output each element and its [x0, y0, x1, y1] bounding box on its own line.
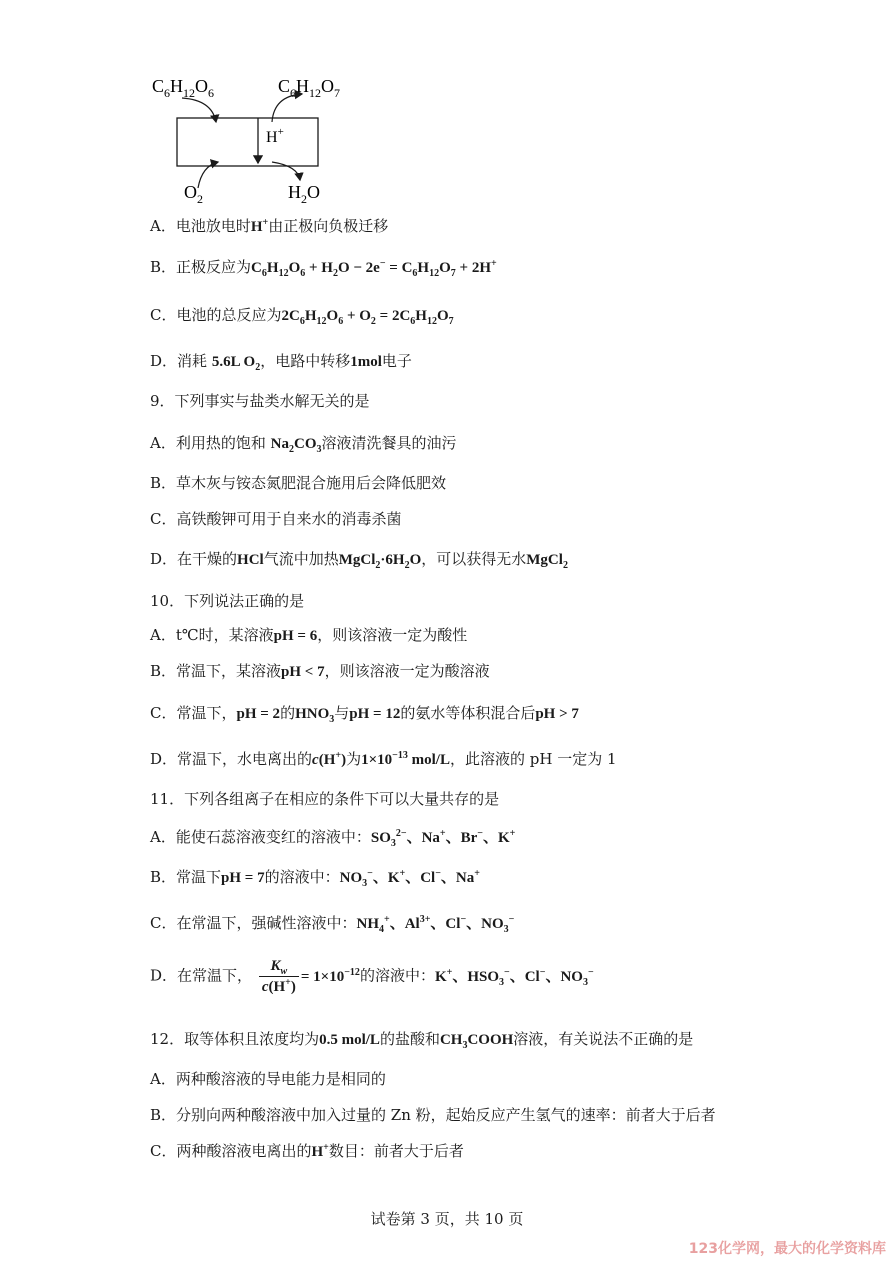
q8-option-c: C．电池的总反应为$2C_6H_{12}O_6 + O_2 = 2C_6H_{12}O_7$ — [150, 306, 454, 327]
oxygen-label: $O_2$ — [184, 182, 203, 205]
q11-option-b: B．常温下pH = 7的溶液中：$NO_3^-$、K+、Cl−、Na+ — [150, 868, 480, 889]
q8-option-d: D．消耗 5.6L $O_2$，电路中转移1mol电子 — [150, 352, 412, 373]
q11-stem: 11．下列各组离子在相应的条件下可以大量共存的是 — [150, 790, 500, 808]
page-footer: 试卷第 3 页，共 10 页 — [370, 1210, 524, 1228]
q11-option-c: C．在常温下，强碱性溶液中：$NH_4^+$、$Al^{3+}$、Cl−、$NO_3^-$ — [150, 914, 515, 935]
q8-option-a: A．电池放电时H+由正极向负极迁移 — [150, 217, 389, 235]
q12-option-c: C．两种酸溶液电离出的H+数目：前者大于后者 — [150, 1142, 464, 1160]
q12-option-b: B．分别向两种酸溶液中加入过量的 Zn 粉，起始反应产生氢气的速率：前者大于后者 — [150, 1106, 716, 1124]
q10-option-b: B．常温下，某溶液pH < 7，则该溶液一定为酸溶液 — [150, 662, 490, 680]
proton-label: H+ — [266, 126, 284, 146]
q9-option-a: A．利用热的饱和 $Na_2CO_3$溶液清洗餐具的油污 — [150, 434, 457, 455]
glucose-label: $C_6H_{12}O_6$ — [152, 76, 215, 100]
water-label: $H_2O$ — [288, 182, 320, 205]
q9-option-d: D．在干燥的HCl气流中加热$MgCl_2\cdot 6H_2O$，可以获得无水MgCl$_2$ — [150, 550, 568, 571]
q11-option-d: D．在常温下， $\frac{K_w}{c(H^+)}$ = $1\times 10^{-12}$的溶液中：K+、$HSO_3^-$、Cl−、$NO_3^-$ — [150, 958, 594, 995]
q8-option-b: B．正极反应为$C_6H_{12}O_6 + H_2O - 2e^- = C_6H_{12}O_7 + 2H^+$ — [150, 258, 497, 279]
water-out-arrow — [272, 162, 300, 180]
q12-option-a: A．两种酸溶液的导电能力是相同的 — [150, 1070, 386, 1088]
q12-stem: 12．取等体积且浓度均为0.5 mol/L的盐酸和$CH_3COOH$溶液，有关说法不正确的是 — [150, 1030, 694, 1051]
watermark: 123化学网，最大的化学资料库 — [688, 1241, 886, 1257]
q10-option-d: D．常温下，水电离出的c(H+)为$1\times 10^{-13}$ mol/L，此溶液的 pH 一定为 1 — [150, 750, 617, 768]
kw-fraction: $\frac{K_w}{c(H^+)}$ — [259, 956, 299, 997]
q9-stem: 9．下列事实与盐类水解无关的是 — [150, 392, 370, 410]
fuel-cell-diagram — [140, 70, 380, 205]
cell-box — [177, 118, 318, 166]
q11-option-a: A．能使石蕊溶液变红的溶液中：$SO_3^{2-}$、Na+、Br−、K+ — [150, 828, 516, 849]
q10-option-a: A．t℃时，某溶液pH = 6，则该溶液一定为酸性 — [150, 626, 468, 644]
gluconic-acid-label: $C_6H_{12}O_7$ — [278, 76, 341, 100]
q9-option-c: C．高铁酸钾可用于自来水的消毒杀菌 — [150, 510, 402, 528]
q9-option-b: B．草木灰与铵态氮肥混合施用后会降低肥效 — [150, 474, 447, 492]
q10-stem: 10．下列说法正确的是 — [150, 592, 305, 610]
q10-option-c: C．常温下，pH = 2的$HNO_3$与pH = 12的氨水等体积混合后pH > 7 — [150, 704, 579, 725]
